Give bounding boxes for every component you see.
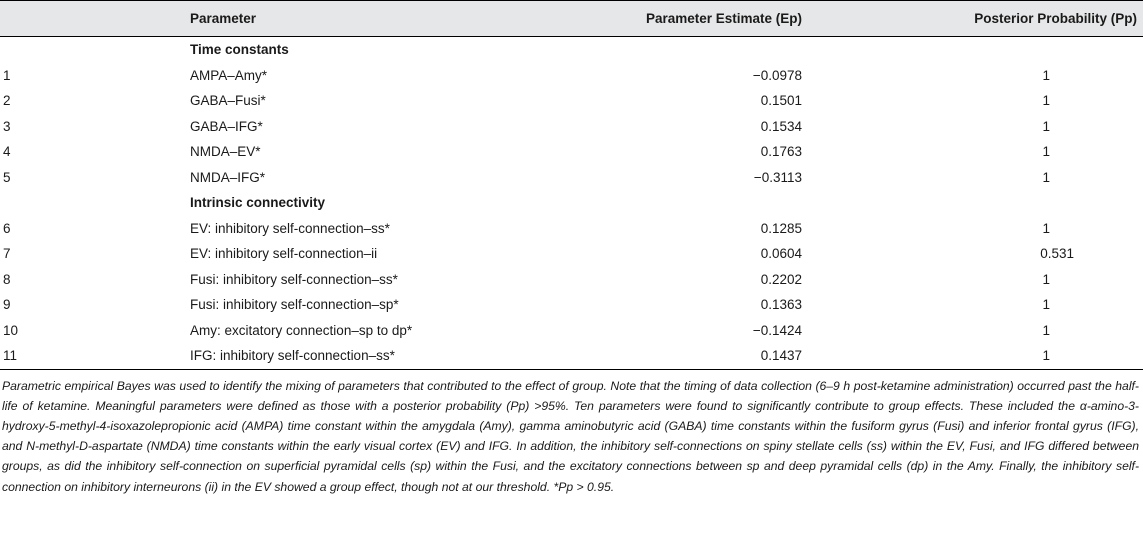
- row-index: 6: [3, 220, 11, 236]
- table-row: [0, 292, 1143, 318]
- row-parameter: NMDA–IFG*: [190, 169, 266, 185]
- table-row: [0, 241, 1143, 267]
- row-probability: 1: [1042, 144, 1050, 160]
- table-header-row: [0, 1, 1143, 37]
- row-index: 7: [3, 246, 11, 262]
- row-index: 2: [3, 93, 11, 109]
- row-parameter: GABA–Fusi*: [190, 93, 266, 109]
- table-row: [0, 318, 1143, 344]
- row-estimate: −0.0978: [752, 67, 802, 83]
- row-estimate: 0.1285: [760, 220, 802, 236]
- row-probability: 1: [1042, 169, 1050, 185]
- section-row: [0, 37, 1143, 63]
- row-estimate: 0.1763: [760, 144, 802, 160]
- row-probability: 1: [1042, 118, 1050, 134]
- row-estimate: 0.1437: [597, 343, 813, 369]
- header-parameter: Parameter: [190, 11, 257, 26]
- row-index: 5: [3, 169, 11, 185]
- row-estimate: 0.1534: [760, 118, 802, 134]
- table-row: [0, 114, 1143, 140]
- header-index: [0, 1, 190, 37]
- row-probability: 1: [1042, 93, 1050, 109]
- row-probability: 1: [813, 343, 1143, 369]
- row-estimate: 0.1501: [760, 93, 802, 109]
- row-index: 1: [3, 67, 11, 83]
- row-parameter: GABA–IFG*: [190, 118, 263, 134]
- section-label: Time constants: [190, 42, 289, 58]
- row-index: 4: [3, 144, 11, 160]
- table-caption: Parametric empirical Bayes was used to identify the mixing of parameters that contributed to the effect of group. Note that the timing of data collection (6–9 h post-ketamine administration) occurred past the half-life of ketamine. Meaningful parameters were defined as those with a posterior probability (Pp) >95%. Ten parameters were found to significantly contribute to group effects. These included the α-amino-3-hydroxy-5-methyl-4-isoxazolepropionic acid (AMPA) time constant within the amygdala (Amy), gamma aminobutyric acid (GABA) time constants within the fusiform gyrus (Fusi) and inferior frontal gyrus (IFG), and N-methyl-D-aspartate (NMDA) time constants within the early visual cortex (EV) and IFG. In addition, the inhibitory self-connections on spiny stellate cells (ss) within the EV, Fusi, and IFG differed between groups, as did the inhibitory self-connection on superficial pyramidal cells (sp) within the Fusi, and the excitatory connections between sp and deep pyramidal cells (dp) in the Amy. Finally, the inhibitory self-connection on inhibitory interneurons (ii) in the EV showed a group effect, though not at our threshold. *Pp > 0.95.: [2, 378, 1139, 494]
- row-parameter: Fusi: inhibitory self-connection–ss*: [190, 271, 398, 287]
- row-index: 9: [3, 297, 11, 313]
- section-row: [0, 190, 1143, 216]
- table-row: [0, 165, 1143, 191]
- row-index: 8: [3, 271, 11, 287]
- row-probability: 1: [1042, 220, 1050, 236]
- row-parameter: NMDA–EV*: [190, 144, 261, 160]
- row-parameter: Fusi: inhibitory self-connection–sp*: [190, 297, 399, 313]
- row-probability: 1: [1042, 67, 1050, 83]
- table-row: [0, 139, 1143, 165]
- row-parameter: EV: inhibitory self-connection–ii: [190, 246, 378, 262]
- section-label: Intrinsic connectivity: [190, 195, 326, 211]
- row-index: 10: [3, 322, 19, 338]
- row-parameter: AMPA–Amy*: [190, 67, 268, 83]
- row-index: 3: [3, 118, 11, 134]
- row-estimate: 0.2202: [760, 271, 802, 287]
- table-row: [0, 88, 1143, 114]
- table-row: [0, 63, 1143, 89]
- row-estimate: −0.3113: [753, 169, 802, 185]
- row-parameter: Amy: excitatory connection–sp to dp*: [190, 322, 413, 338]
- row-probability: 1: [1042, 271, 1050, 287]
- row-estimate: −0.1424: [752, 322, 802, 338]
- row-parameter: IFG: inhibitory self-connection–ss*: [190, 343, 597, 369]
- row-probability: 1: [1042, 322, 1050, 338]
- row-estimate: 0.0604: [760, 246, 802, 262]
- row-probability: 1: [1042, 297, 1050, 313]
- header-probability: Posterior Probability (Pp): [974, 11, 1137, 26]
- table-row: [0, 343, 1143, 369]
- table-row: [0, 216, 1143, 242]
- row-parameter: EV: inhibitory self-connection–ss*: [190, 220, 390, 236]
- row-index: 11: [0, 343, 190, 369]
- table-row: [0, 267, 1143, 293]
- row-probability: 0.531: [1040, 246, 1074, 262]
- row-estimate: 0.1363: [760, 297, 802, 313]
- header-estimate: Parameter Estimate (Ep): [645, 11, 802, 26]
